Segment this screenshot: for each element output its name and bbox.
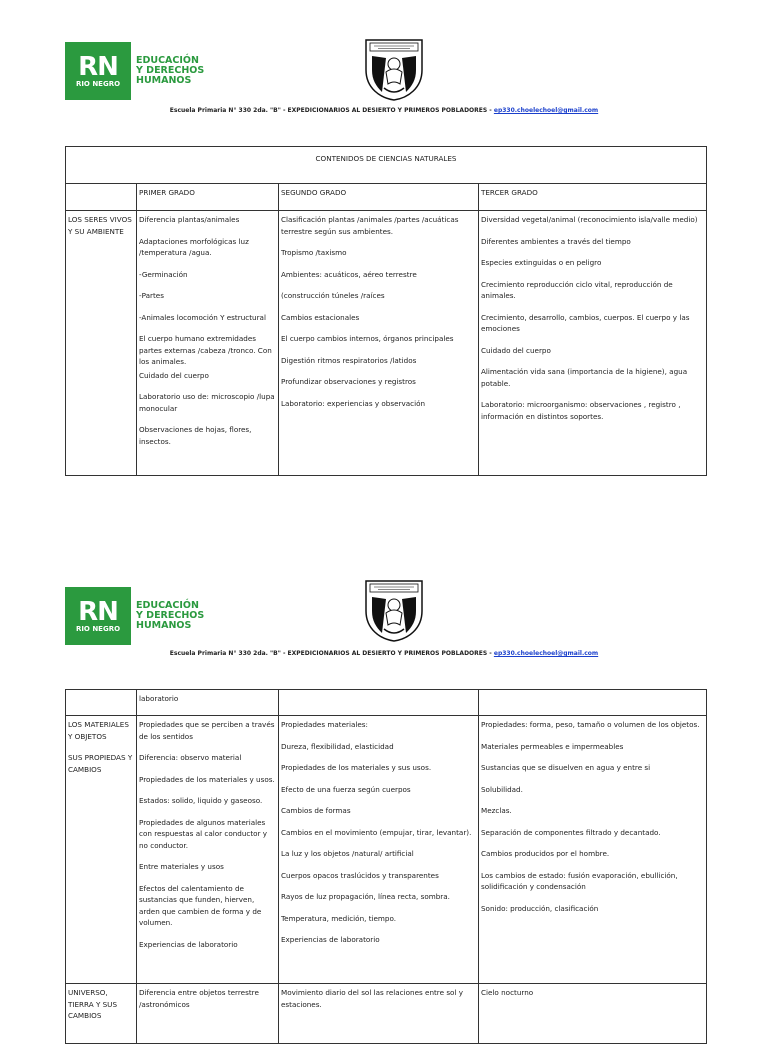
tercer-grado-cell [479,716,707,984]
list-item: -Partes [139,291,164,300]
segundo-grado-cell [279,211,479,476]
topic-cell: UNIVERSO, TIERRA Y SUS CAMBIOS [66,984,137,1044]
list-item: Clasificación plantas /animales /partes /acuáticas terrestre según sus ambientes. [281,215,459,236]
tercer-grado-cell [479,690,707,716]
primer-grado-cell: laboratorio [137,690,279,716]
list-item: Experiencias de laboratorio [139,939,238,949]
list-item: Separación de componentes filtrado y decantado. [481,827,661,837]
list-item: El cuerpo cambios internos, órganos principales [281,334,454,343]
topic-cell [66,716,137,984]
list-item: Diferencia plantas/animales [139,215,240,224]
list-item: Tropismo /taxismo [281,248,347,257]
ministry-logo [65,42,204,100]
list-item: Crecimiento, desarrollo, cambios, cuerpos. El cuerpo y las emociones [481,312,690,333]
list-item: Propiedades de los materiales y usos. [139,774,275,784]
rn-logo-letters: RN [78,597,118,627]
list-item: Alimentación vida sana (importancia de la higiene), agua potable. [481,367,688,388]
list-item: Cambios de formas [281,806,351,815]
school-shield-icon [362,577,426,643]
topic-cell: LOS SERES VIVOS Y SU AMBIENTE [66,211,137,476]
topic-label: LOS MATERIALES Y OBJETOS [68,720,129,741]
list-item: Temperatura, medición, tiempo. [281,913,397,923]
tercer-grado-cell: Cielo nocturno [479,984,707,1044]
school-email-link[interactable]: ep330.choelechoel@gmail.com [493,650,599,657]
table-row [66,716,707,984]
list-item: Sustancias que se disuelven en agua y entre si [481,763,651,772]
list-item: Diversidad vegetal/animal (reconocimiento isla/valle medio) [481,215,698,224]
list-item: Especies extinguidas o en peligro [481,258,602,267]
list-item: Entre materiales y usos [139,862,224,871]
list-item: Digestión ritmos respiratorios /latidos [281,355,417,365]
list-item: Laboratorio: microorganismo: observaciones , registro , información en distintos soportes. [481,400,681,421]
table-row [66,690,707,716]
rn-logo-subtitle: RIO NEGRO [75,625,121,633]
list-item: Laboratorio: experiencias y observación [281,398,426,408]
list-item: Profundizar observaciones y registros [281,377,416,386]
primer-grado-cell: Diferencia entre objetos terrestre /astronómicos [137,984,279,1044]
grade-header-primer: PRIMER GRADO [137,184,279,211]
list-item: Los cambios de estado: fusión evaporación, ebullición, solidificación y condensación [481,870,678,891]
list-item: La luz y los objetos /natural/ artificial [281,849,414,858]
list-item: Solubilidad. [481,784,523,794]
list-item: -Germinación [139,269,188,279]
primer-grado-cell [137,716,279,984]
table-row [66,984,707,1044]
list-item: Cambios estacionales [281,312,360,322]
list-item: Propiedades: forma, peso, tamaño o volumen de los objetos. [481,720,700,729]
school-shield-icon [362,36,426,102]
rn-logo-subtitle: RIO NEGRO [75,80,121,88]
table-title: CONTENIDOS DE CIENCIAS NATURALES [66,147,707,184]
list-item: (construcción túneles /raíces [281,291,385,300]
school-info-line [0,650,768,657]
grades-header-row [66,184,707,211]
contents-table-1 [65,146,707,476]
list-item: El cuerpo humano extremidades partes externas /cabeza /tronco. Con los animales. [139,334,272,366]
list-item: Efecto de una fuerza según cuerpos [281,784,411,794]
table-row [66,211,707,476]
school-email-link[interactable]: ep330.choelechoel@gmail.com [493,107,599,114]
grade-header-segundo: SEGUNDO GRADO [279,184,479,211]
list-item: -Animales locomoción Y estructural [139,312,266,322]
list-item: Mezclas. [481,806,512,815]
school-name: Escuela Primaria N° 330 2da. "B" - EXPEDICIONARIOS AL DESIERTO Y PRIMEROS POBLADORES - [169,107,492,114]
list-item: Propiedades de los materiales y sus usos. [281,763,432,772]
list-item: Cuidado del cuerpo [139,370,209,380]
list-item: Materiales permeables e impermeables [481,741,624,751]
list-item: Dureza, flexibilidad, elasticidad [281,741,394,751]
list-item: Adaptaciones morfológicas luz /temperatura /agua. [139,236,249,257]
table-title-row [66,147,707,184]
topic-label: SUS PROPIEDAS Y CAMBIOS [68,753,133,774]
ministry-name: EDUCACIÓN Y DERECHOS HUMANOS [136,600,205,631]
list-item: Propiedades de algunos materiales con respuestas al calor conductor y no conductor. [139,817,268,850]
topic-header-cell [66,184,137,211]
primer-grado-cell [137,211,279,476]
ministry-name: EDUCACIÓN Y DERECHOS HUMANOS [136,55,205,86]
list-item: Cambios producidos por el hombre. [481,849,610,858]
list-item: Observaciones de hojas, flores, insectos. [139,425,252,446]
rn-logo-badge [65,587,131,645]
rn-logo-letters: RN [78,52,118,82]
grade-header-tercer: TERCER GRADO [479,184,707,211]
list-item: Propiedades materiales: [281,720,368,729]
list-item: Efectos del calentamiento de sustancias que funden, hierven, arden que cambien de forma y de volumen. [139,883,262,927]
ministry-logo [65,587,204,645]
school-name: Escuela Primaria N° 330 2da. "B" - EXPEDICIONARIOS AL DESIERTO Y PRIMEROS POBLADORES - [169,650,492,657]
segundo-grado-cell [279,690,479,716]
list-item: Cuidado del cuerpo [481,345,551,355]
contents-table-2 [65,689,707,1044]
rn-logo-badge [65,42,131,100]
list-item: Cuerpos opacos traslúcidos y transparentes [281,870,439,880]
list-item: Cambios en el movimiento (empujar, tirar, levantar). [281,827,472,837]
list-item: Rayos de luz propagación, línea recta, sombra. [281,892,450,901]
list-item: Laboratorio uso de: microscopio /lupa monocular [139,392,275,413]
list-item: Diferentes ambientes a través del tiempo [481,236,631,246]
tercer-grado-cell [479,211,707,476]
segundo-grado-cell [279,716,479,984]
list-item: Estados: solido, liquido y gaseoso. [139,796,263,805]
list-item: Sonido: producción, clasificación [481,903,599,913]
list-item: Diferencia: observo material [139,753,242,762]
list-item: Ambientes: acuáticos, aéreo terrestre [281,269,417,279]
list-item: Crecimiento reproducción ciclo vital, reproducción de animales. [481,279,673,300]
segundo-grado-cell: Movimiento diario del sol las relaciones entre sol y estaciones. [279,984,479,1044]
topic-cell [66,690,137,716]
list-item: Experiencias de laboratorio [281,935,380,944]
list-item: Propiedades que se perciben a través de los sentidos [139,720,275,741]
school-info-line [0,107,768,114]
